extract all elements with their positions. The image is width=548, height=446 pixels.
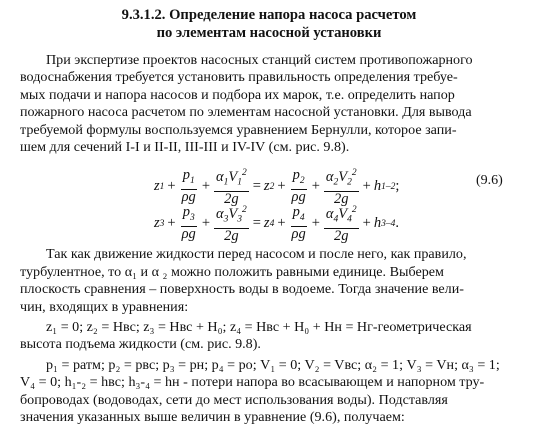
text-line: p₁ = pатм; p₂ = pвс; p₃ = pн; p₄ = pо; V₁ = 0; V₂ = Vвс; α₂ = 1; V₃ = Vн; α₃ = 1; bbox=[46, 356, 500, 373]
fraction: $\frac{p_1}{\rho g}$ bbox=[181, 167, 196, 206]
equation-line-2: z 3 + $\frac{p_3}{\rho g}$ + $\frac{\alpha_3V_3^2}{2g}$ = z 4 + $\frac{p_4}{\rho g}$ + $\frac{\alpha_4V_4^2}{2g}$ + h 3–4 . bbox=[154, 204, 399, 245]
text-line: V₄ = 0; h₁-₂ = hвс; h₃-₄ = hн - потери напора во всасывающем и напорном тру- bbox=[20, 374, 485, 391]
fraction: $\frac{p_2}{\rho g}$ bbox=[291, 167, 306, 206]
text-line: водоснабжения требуется установить правильность определения требуе- bbox=[20, 69, 458, 86]
text-line: При экспертизе проектов насосных станций систем противопожарного bbox=[46, 52, 473, 68]
heading-line-2: по элементам насосной установки bbox=[156, 25, 382, 41]
text-line: требуемой формулы воспользуемся уравнением Бернулли, которое запи- bbox=[20, 121, 457, 138]
text-line: турбулентное, то α₁ и α ₂ можно положить равными единице. Выберем bbox=[20, 263, 444, 280]
fraction: $\frac{\alpha_1V_1^2}{2g}$ bbox=[216, 168, 247, 208]
text-line: чин, входящих в уравнения: bbox=[20, 298, 189, 315]
paragraph-turbulence bbox=[20, 246, 518, 316]
text-line: пожарного насоса расчетом по элементам насосной установки. Для вывода bbox=[20, 104, 472, 121]
text-line: шем для сечений I-I и II-II, III-III и IV-IV (см. рис. 9.8). bbox=[20, 139, 350, 156]
fraction: $\frac{p_3}{\rho g}$ bbox=[181, 204, 196, 243]
text-line: бопроводах (водоводах, сети до мест использования воды). Подставляя bbox=[20, 391, 448, 408]
paragraph-heights bbox=[20, 319, 518, 354]
paragraph-pressures bbox=[20, 357, 518, 427]
text-line: значения указанных выше величин в уравнение (9.6), получаем: bbox=[20, 409, 405, 426]
fraction: $\frac{\alpha_3V_3^2}{2g}$ bbox=[216, 205, 247, 245]
fraction: $\frac{p_4}{\rho g}$ bbox=[291, 204, 306, 243]
text-line: плоскость сравнения – поверхность воды в водоеме. Тогда значение вели- bbox=[20, 281, 464, 298]
text-line: Так как движение жидкости перед насосом и после него, как правило, bbox=[46, 246, 467, 263]
paragraph-intro bbox=[20, 52, 518, 156]
fraction: $\frac{\alpha_2V_2^2}{2g}$ bbox=[325, 168, 357, 208]
equation-line-1: z 1 + $\frac{p_1}{\rho g}$ + $\frac{\alpha_1V_1^2}{2g}$ = z 2 + $\frac{p_2}{\rho g}$ + $\frac{\alpha_2V_2^2}{2g}$ + h 1–2 ; bbox=[154, 167, 400, 208]
text-line: мых подачи и напора насосов и подбора их марок, т.е. определить напор bbox=[20, 86, 455, 103]
text-line: высота подъема жидкости (см. рис. 9.8). bbox=[20, 336, 261, 353]
text-line: z₁ = 0; z₂ = Hвс; z₃ = Hвс + H₀; z₄ = Hвс + H₀ + Hн = Hг-геометрическая bbox=[46, 319, 472, 336]
section-heading bbox=[20, 6, 518, 42]
equation-number: (9.6) bbox=[476, 173, 503, 189]
fraction: $\frac{\alpha_4V_4^2}{2g}$ bbox=[325, 205, 357, 245]
heading-line-1: 9.3.1.2. Определение напора насоса расчетом bbox=[121, 7, 417, 23]
bernoulli-equation bbox=[20, 164, 518, 245]
